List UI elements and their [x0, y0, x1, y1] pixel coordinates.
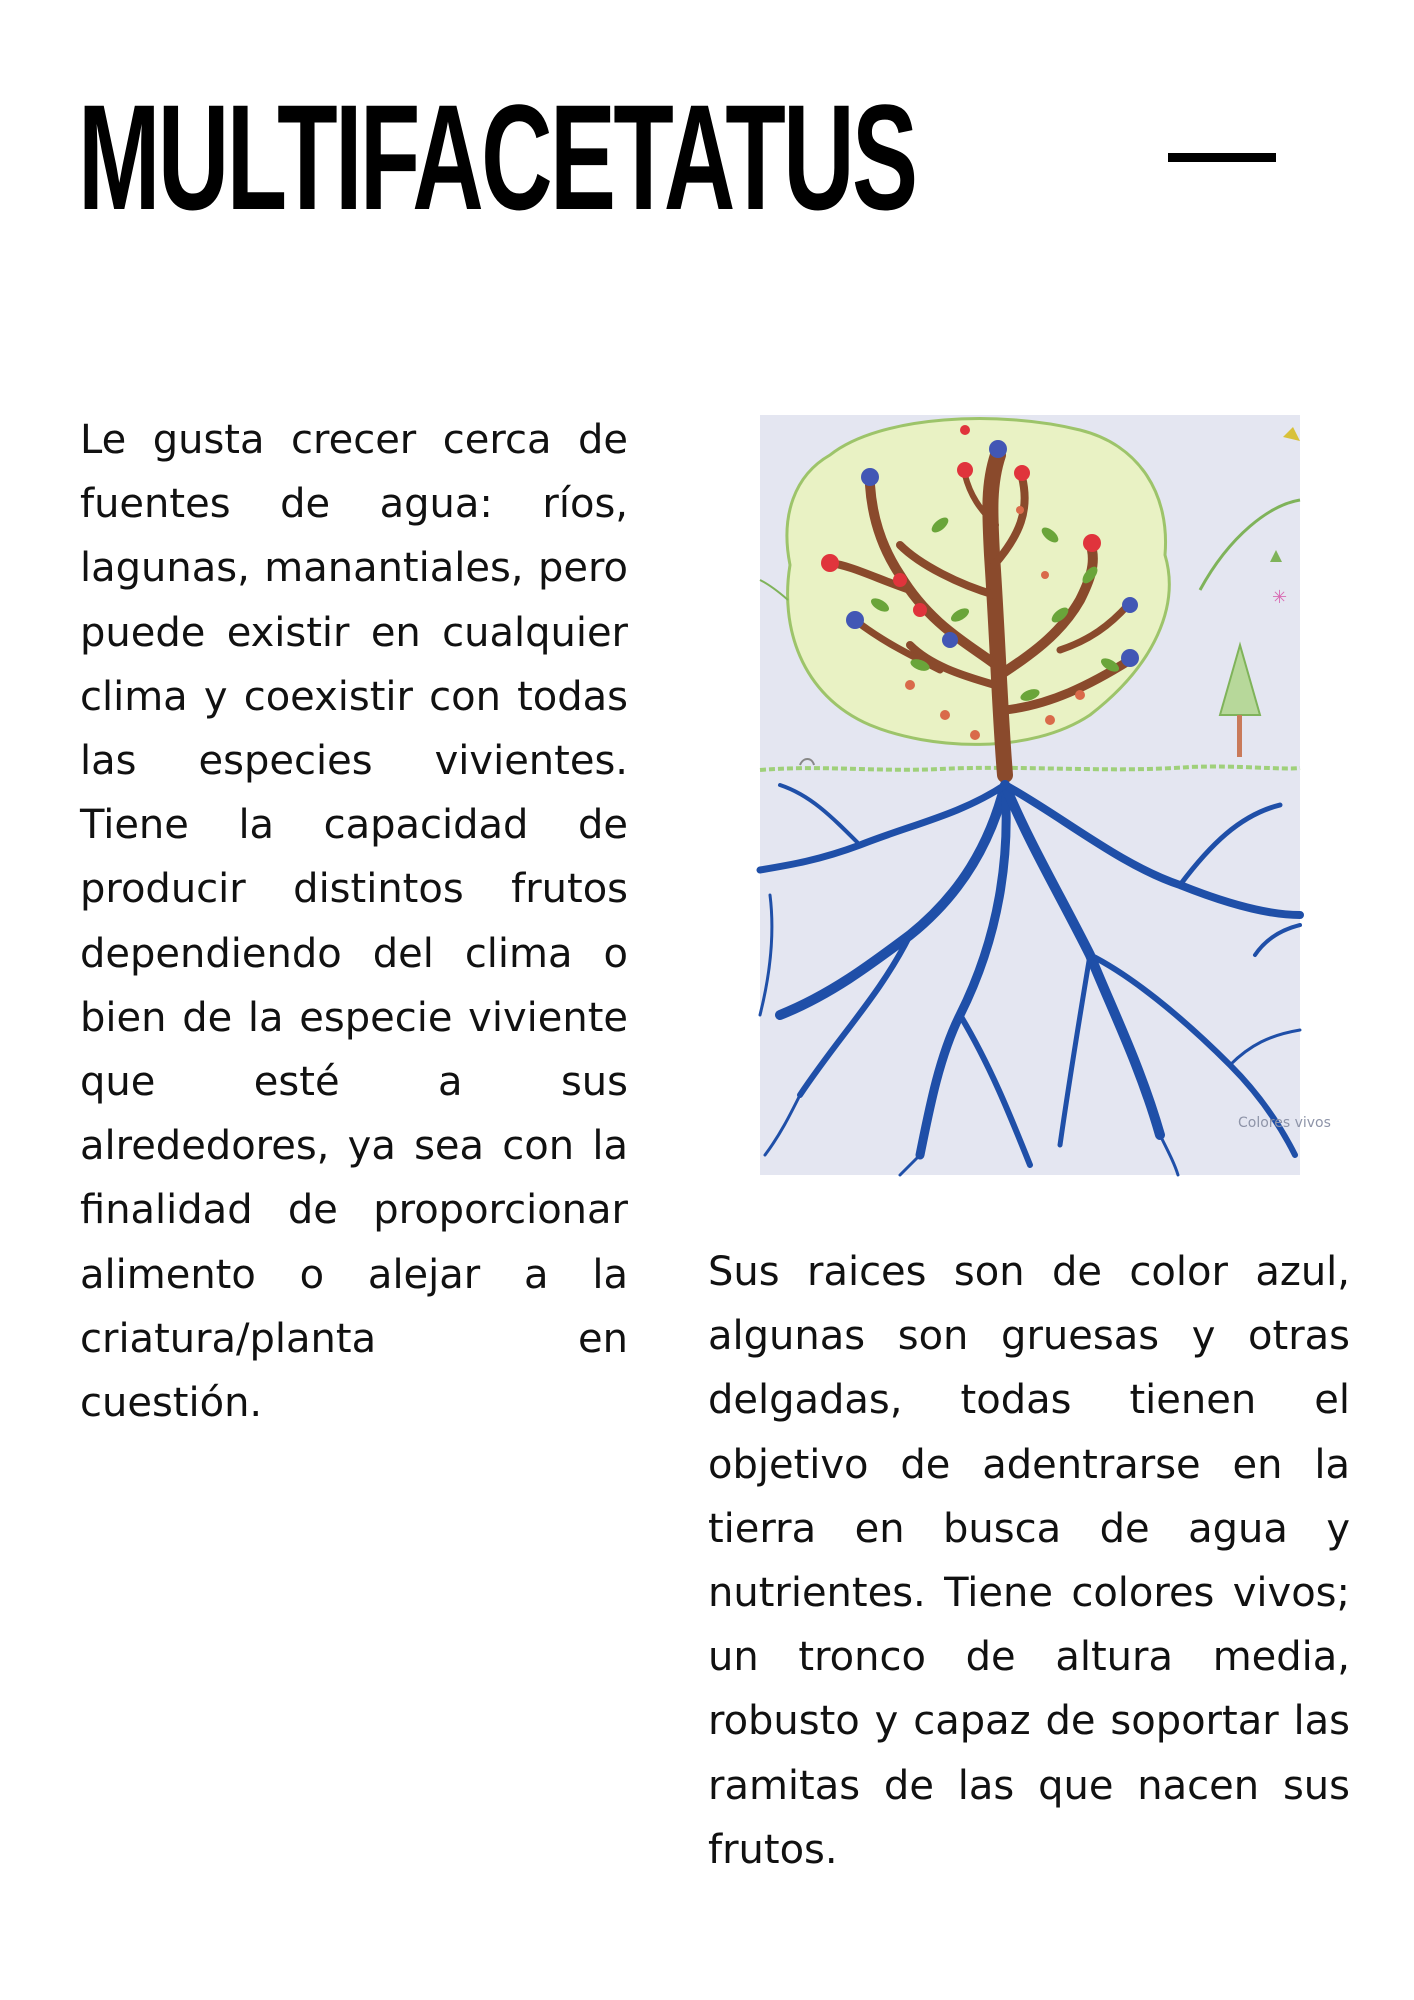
tree-illustration	[760, 415, 1331, 1175]
page-title: MULTIFACETATUS	[78, 73, 916, 241]
tree-drawing-svg	[760, 415, 1331, 1175]
svg-text:✳: ✳	[1272, 587, 1288, 608]
left-paragraph: Le gusta crecer cerca de fuentes de agua: ríos, lagunas, manantiales, pero puede existir en cualquier clima y coexistir con todas las especies vivientes. Tiene la capacidad de producir distintos frutos dependiendo del clima o bien de la especie viviente que esté a sus alrededores, ya sea con la finalidad de proporcionar alimento o alejar a la criatura/planta en cuestión.	[80, 417, 628, 1427]
signature-text: Colores vivos	[1238, 1115, 1331, 1131]
title-dash	[1168, 153, 1276, 162]
canopy-shape	[787, 419, 1169, 745]
right-paragraph: Sus raices son de color azul, algunas son gruesas y otras delgadas, todas tienen el objetivo de adentrarse en la tierra en busca de agua y nutrientes. Tiene colores vivos; un tronco de altura media, robusto y capaz de soportar las ramitas de las que nacen sus frutos.	[708, 1249, 1350, 1873]
